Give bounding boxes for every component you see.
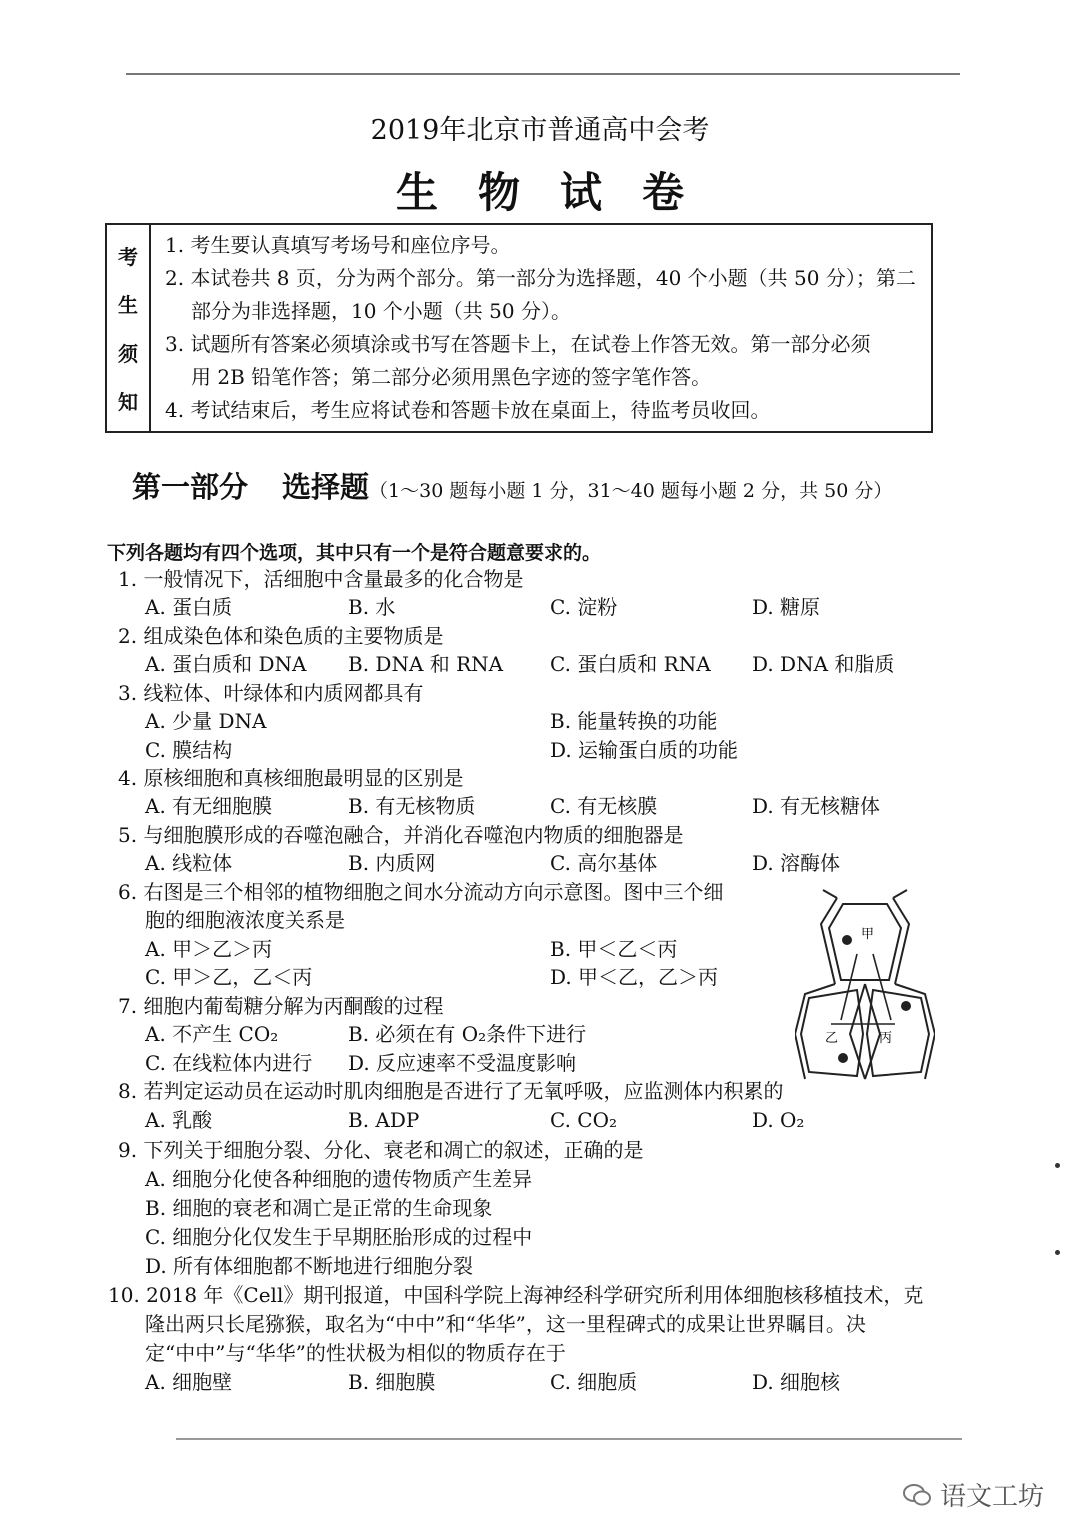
arrow-jia-to-yi [841, 954, 857, 1020]
notice-line: 4. 考试结束后，考生应将试卷和答题卡放在桌面上，待监考员收回。 [165, 398, 771, 422]
option: B. 细胞的衰老和凋亡是正常的生命现象 [145, 1196, 493, 1220]
section-heading [132, 465, 892, 506]
option: A. 蛋白质和 DNA [145, 652, 307, 676]
exam-subtitle: 2019年北京市普通高中会考 [370, 115, 710, 146]
top-rule [126, 73, 960, 75]
section-scoring: （1～30 题每小题 1 分，31～40 题每小题 2 分，共 50 分） [369, 480, 893, 502]
section-instruction: 下列各题均有四个选项，其中只有一个是符合题意要求的。 [107, 542, 602, 564]
option: A. 少量 DNA [145, 709, 267, 733]
option: D. 糖原 [752, 595, 821, 619]
question-stem: 7. 细胞内葡萄糖分解为丙酮酸的过程 [118, 994, 444, 1018]
option: B. 细胞膜 [348, 1370, 436, 1394]
notice-label-char: 考 [118, 244, 138, 269]
question-stem: 8. 若判定运动员在运动时肌肉细胞是否进行了无氧呼吸，应监测体内积累的 [118, 1079, 784, 1103]
option: B. 能量转换的功能 [550, 709, 718, 733]
option: A. 细胞壁 [145, 1370, 233, 1394]
question-stem: 3. 线粒体、叶绿体和内质网都具有 [118, 681, 424, 705]
option: A. 不产生 CO₂ [145, 1022, 279, 1046]
option: B. 内质网 [348, 851, 436, 875]
option: D. DNA 和脂质 [752, 652, 895, 676]
option: C. 淀粉 [550, 595, 618, 619]
question-stem: 2. 组成染色体和染色质的主要物质是 [118, 624, 444, 648]
option: B. 水 [348, 595, 396, 619]
scan-speck [1055, 1250, 1060, 1255]
option: A. 蛋白质 [145, 595, 233, 619]
option: A. 有无细胞膜 [145, 794, 273, 818]
option: C. CO₂ [550, 1108, 618, 1132]
scan-speck [1055, 1163, 1060, 1168]
option: C. 高尔基体 [550, 851, 658, 875]
question-stem: 4. 原核细胞和真核细胞最明显的区别是 [118, 766, 464, 790]
notice-line: 3. 试题所有答案必须填涂或书写在答题卡上，在试卷上作答无效。第一部分必须 [165, 332, 871, 356]
plant-cell-diagram [795, 884, 935, 1084]
notice-box [105, 223, 933, 433]
option: D. 细胞核 [752, 1370, 841, 1394]
notice-line: 2. 本试卷共 8 页，分为两个部分。第一部分为选择题，40 个小题（共 50 分）；第二 [165, 266, 916, 290]
option: C. 甲＞乙，乙＜丙 [145, 965, 313, 989]
label-jia: 甲 [861, 927, 875, 942]
section-name: 选择题 [282, 470, 370, 504]
question-stem: 10. 2018 年《Cell》期刊报道，中国科学院上海神经科学研究所利用体细胞核移植技术，克 [108, 1283, 924, 1307]
option: D. 有无核糖体 [752, 794, 881, 818]
option: D. 所有体细胞都不断地进行细胞分裂 [145, 1254, 474, 1278]
notice-label [107, 225, 151, 431]
notice-label-char: 知 [118, 390, 138, 415]
cell-jia [829, 904, 901, 980]
option: D. 反应速率不受温度影响 [348, 1051, 577, 1075]
notice-label-char: 须 [118, 341, 138, 366]
option: B. ADP [348, 1108, 420, 1132]
notice-line: 用 2B 铅笔作答；第二部分必须用黑色字迹的签字笔作答。 [191, 365, 712, 389]
question-stem-cont: 隆出两只长尾猕猴，取名为“中中”和“华华”，这一里程碑式的成果让世界瞩目。决 [145, 1312, 866, 1336]
question-stem: 6. 右图是三个相邻的植物细胞之间水分流动方向示意图。图中三个细 [118, 880, 724, 904]
question-stem: 1. 一般情况下，活细胞中含量最多的化合物是 [118, 567, 524, 591]
exam-title: 生物试卷 [395, 168, 724, 217]
option: A. 乳酸 [145, 1108, 213, 1132]
option: C. 在线粒体内进行 [145, 1051, 313, 1075]
option: A. 线粒体 [145, 851, 233, 875]
notice-label-char: 生 [118, 293, 138, 318]
question-stem: 9. 下列关于细胞分裂、分化、衰老和凋亡的叙述，正确的是 [118, 1138, 644, 1162]
cell-bing [867, 990, 929, 1076]
bottom-rule [176, 1438, 962, 1440]
option: B. 必须在有 O₂条件下进行 [348, 1022, 587, 1046]
option: C. 膜结构 [145, 738, 233, 762]
option: C. 蛋白质和 RNA [550, 652, 711, 676]
option: A. 细胞分化使各种细胞的遗传物质产生差异 [145, 1167, 533, 1191]
notice-line: 部分为非选择题，10 个小题（共 50 分）。 [191, 299, 571, 323]
question-stem-cont: 定“中中”与“华华”的性状极为相似的物质存在于 [145, 1341, 566, 1365]
option: B. DNA 和 RNA [348, 652, 504, 676]
question-stem: 5. 与细胞膜形成的吞噬泡融合，并消化吞噬泡内物质的细胞器是 [118, 823, 684, 847]
option: C. 有无核膜 [550, 794, 658, 818]
arrow-jia-to-bing [873, 954, 891, 1020]
option: D. O₂ [752, 1108, 805, 1132]
notice-lines [151, 225, 931, 431]
watermark [902, 1476, 1044, 1513]
cell-wall-lines [795, 890, 935, 1079]
wechat-icon [902, 1482, 932, 1508]
option: D. 运输蛋白质的功能 [550, 738, 739, 762]
section-part: 第一部分 [132, 470, 249, 504]
option: B. 甲＜乙＜丙 [550, 937, 678, 961]
option: B. 有无核物质 [348, 794, 476, 818]
option: C. 细胞分化仅发生于早期胚胎形成的过程中 [145, 1225, 533, 1249]
label-yi: 乙 [825, 1031, 839, 1046]
label-bing: 丙 [879, 1031, 893, 1046]
option: A. 甲＞乙＞丙 [145, 937, 273, 961]
notice-line: 1. 考生要认真填写考场号和座位序号。 [165, 233, 511, 257]
option: D. 甲＜乙，乙＞丙 [550, 965, 719, 989]
question-stem-cont: 胞的细胞液浓度关系是 [145, 908, 345, 932]
option: D. 溶酶体 [752, 851, 841, 875]
option: C. 细胞质 [550, 1370, 638, 1394]
watermark-text: 语文工坊 [940, 1482, 1045, 1512]
